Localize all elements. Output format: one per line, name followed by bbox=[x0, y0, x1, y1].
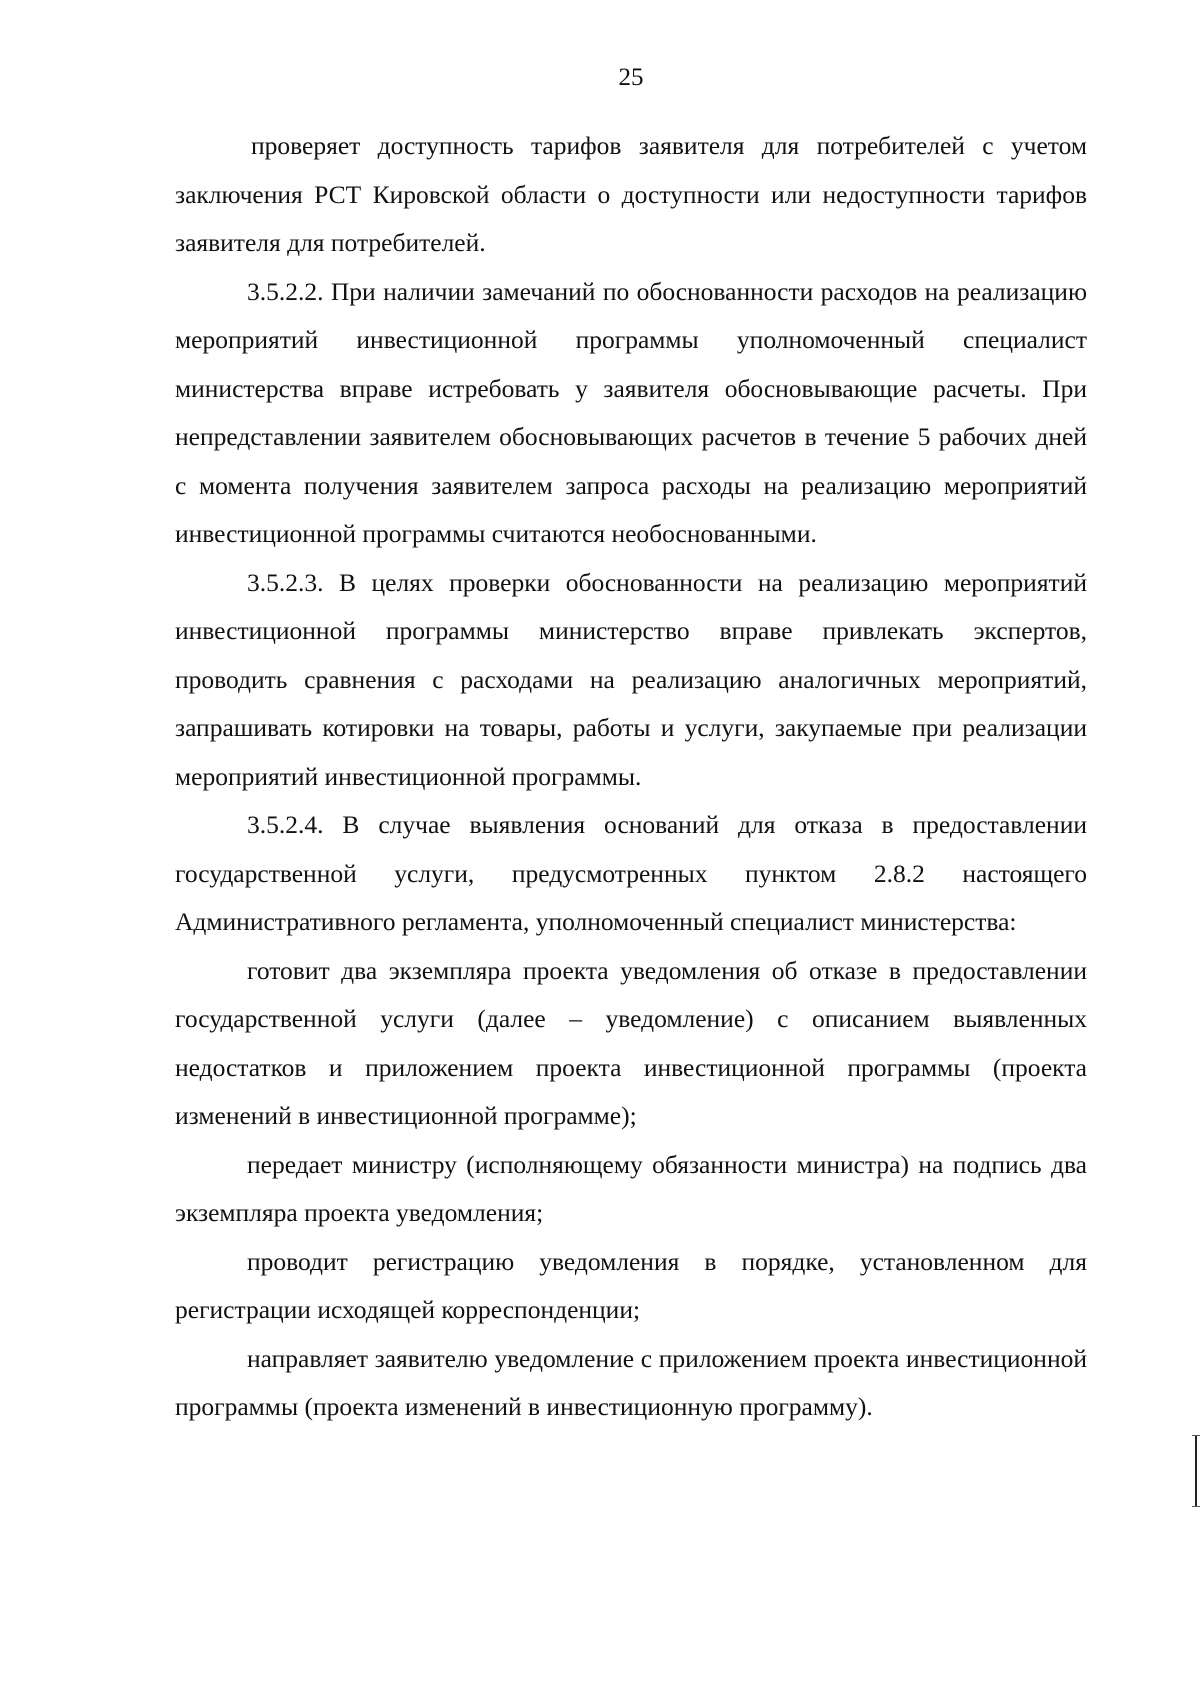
paragraph-3-5-2-3: 3.5.2.3. В целях проверки обоснованности на реализацию мероприятий инвестиционной программы министерство вправе привлекать экспертов, проводить сравнения с расходами на реализацию аналогичных мероприятий, запрашивать котировки на товары, работы и услуги, закупаемые при реализации мероприятий инвестиционной программы. bbox=[175, 567, 1087, 791]
paragraph-3-5-2-4: 3.5.2.4. В случае выявления оснований для отказа в предоставлении государственной услуги, предусмотренных пунктом 2.8.2 настоящего Административного регламента, уполномоченный специалист министерства: bbox=[175, 810, 1087, 936]
scan-margin-tick bbox=[1192, 1506, 1200, 1507]
paragraph-tariff-check: проверяет доступность тарифов заявителя для потребителей с учетом заключения РСТ Кировской области о доступности или недоступности тарифов заявителя для потребителей. bbox=[175, 131, 1087, 257]
scan-margin-line bbox=[1195, 1435, 1197, 1507]
paragraph-prepares-notice: готовит два экземпляра проекта уведомления об отказе в предоставлении государственной услуги (далее – уведомление) с описанием выявленных недостатков и приложением проекта инвестиционной программы (проекта изменений в инвестиционной программе); bbox=[175, 955, 1087, 1130]
paragraph-sends-to-minister: передает министру (исполняющему обязанности министра) на подпись два экземпляра проекта уведомления; bbox=[175, 1149, 1087, 1227]
scan-margin-tick bbox=[1192, 1435, 1200, 1436]
paragraph-sends-to-applicant: направляет заявителю уведомление с приложением проекта инвестиционной программы (проекта изменений в инвестиционную программу). bbox=[175, 1343, 1087, 1421]
document-body bbox=[175, 122, 1087, 1432]
page-number: 25 bbox=[618, 64, 644, 91]
paragraph-3-5-2-2: 3.5.2.2. При наличии замечаний по обоснованности расходов на реализацию мероприятий инвестиционной программы уполномоченный специалист министерства вправе истребовать у заявителя обосновывающие расчеты. При непредставлении заявителем обосновывающих расчетов в течение 5 рабочих дней с момента получения заявителем запроса расходы на реализацию мероприятий инвестиционной программы считаются необоснованными. bbox=[175, 276, 1087, 548]
paragraph-registers-notice: проводит регистрацию уведомления в порядке, установленном для регистрации исходящей корреспонденции; bbox=[175, 1246, 1087, 1324]
